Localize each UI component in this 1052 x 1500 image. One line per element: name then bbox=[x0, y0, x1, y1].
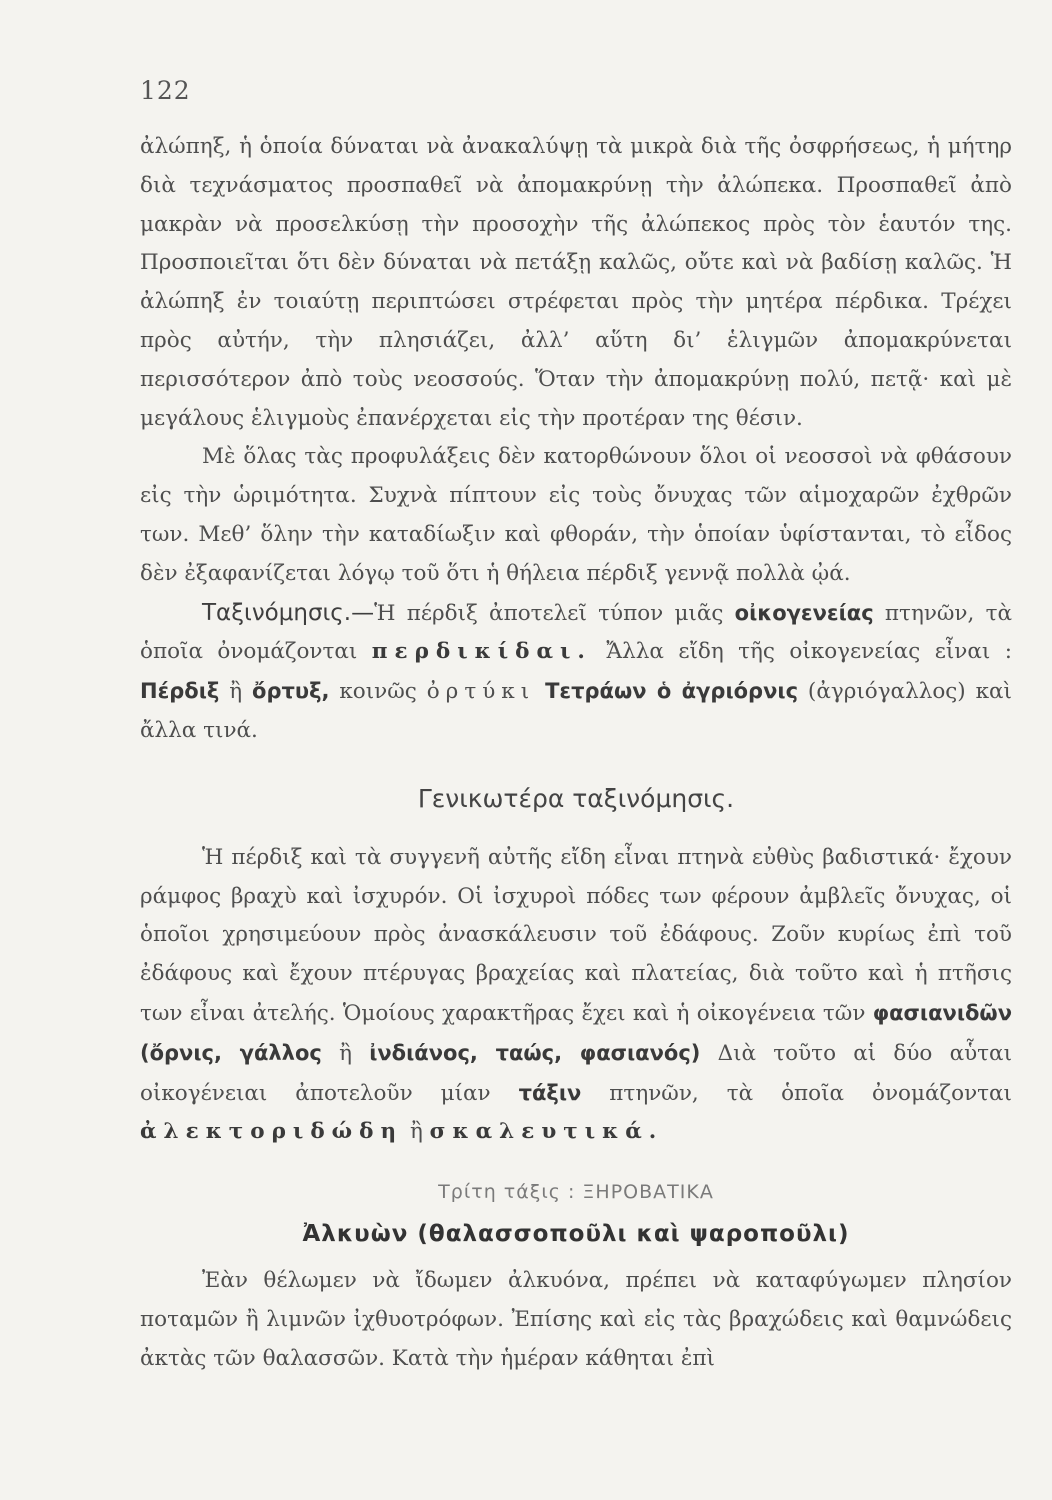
text-segment: Ἄλλα εἴδη τῆς οἰκογενείας εἶναι : bbox=[591, 639, 1012, 665]
page-number: 122 bbox=[140, 76, 191, 105]
term-ortyki: ὀρτύκι bbox=[426, 679, 536, 705]
text-segment: ἢ bbox=[219, 679, 253, 705]
text-segment: Ἡ πέρδιξ ἀποτελεῖ τύπον μιᾶς bbox=[374, 600, 735, 626]
text-segment: Διὰ τοῦτο αἱ δύο αὗται οἰκογένειαι ἀποτελοῦν μίαν bbox=[140, 1040, 1013, 1106]
paragraph-classification bbox=[140, 594, 1012, 751]
term-tetraon: Τετράων ὁ ἀγριόρνις bbox=[545, 679, 799, 704]
text-segment: πτηνῶν, τὰ ὁποῖα ὀνομάζονται bbox=[140, 600, 1012, 665]
body-text bbox=[140, 128, 1012, 1379]
text-segment: (ἀγριόγαλλος) καὶ ἄλλα τινά. bbox=[140, 679, 1012, 743]
text-segment bbox=[535, 679, 545, 704]
text-segment: πτηνῶν, τὰ ὁποῖα ὀνομάζονται bbox=[581, 1080, 1012, 1106]
text-segment: ἢ bbox=[321, 1040, 370, 1066]
paragraph-general-classification bbox=[140, 839, 1012, 1152]
term-perdix: Πέρδιξ bbox=[140, 679, 220, 704]
term-turkey-peacock-pheasant: ἰνδιάνος, ταώς, φασιανός) bbox=[369, 1040, 701, 1065]
chapter-title-kingfisher: Ἀλκυὼν (θαλασσοποῦλι καὶ ψαροποῦλι) bbox=[302, 1221, 850, 1248]
classification-heading: Ταξινόμησις.— bbox=[202, 599, 375, 626]
paragraph-fox-distraction: ἀλώπηξ, ἡ ὁποία δύναται νὰ ἀνακαλύψῃ τὰ μικρὰ διὰ τῆς ὀσφρήσεως, ἡ μήτηρ διὰ τεχνάσματος προσπαθεῖ νὰ ἀπομακρύνῃ τὴν ἀλώπεκα. Προσπαθεῖ ἀπὸ μακρὰν νὰ προσελκύσῃ τὴν προσοχὴν τῆς ἀλώπεκος πρὸς τὸν ἑαυτόν της. Προσποιεῖται ὅτι δὲν δύναται νὰ πετάξῃ καλῶς, οὔτε καὶ νὰ βαδίσῃ καλῶς. Ἡ ἀλώπηξ ἐν τοιαύτῃ περιπτώσει στρέφεται πρὸς τὴν μητέρα πέρδικα. Τρέχει πρὸς αὐτήν, τὴν πλησιάζει, ἀλλ’ αὕτη δι’ ἑλιγμῶν ἀπομακρύνεται περισσότερον ἀπὸ τοὺς νεοσσούς. Ὅταν τὴν ἀπομακρύνῃ πολύ, πετᾷ· καὶ μὲ μεγάλους ἑλιγμοὺς ἐπανέρχεται εἰς τὴν προτέραν της θέσιν. bbox=[140, 134, 1012, 431]
term-ortyx: ὄρτυξ, bbox=[252, 679, 330, 704]
section-title-general-classification: Γενικωτέρα ταξινόμησις. bbox=[417, 783, 735, 813]
paragraph-chick-survival: Μὲ ὅλας τὰς προφυλάξεις δὲν κατορθώνουν ὅλοι οἱ νεοσσοὶ νὰ φθάσουν εἰς τὴν ὡριμότητα. Συχνὰ πίπτουν εἰς τοὺς ὄνυχας τῶν αἱμοχαρῶν ἐχθρῶν των. Μεθ’ ὅλην τὴν καταδίωξιν καὶ φθοράν, τὴν ὁποίαν ὑφίστανται, τὸ εἶδος δὲν ἐξαφανίζεται λόγῳ τοῦ ὅτι ἡ θήλεια πέρδιξ γεννᾷ πολλὰ ᾠά. bbox=[140, 444, 1012, 586]
term-order: τάξιν bbox=[518, 1080, 582, 1105]
paragraph-kingfisher: Ἐὰν θέλωμεν νὰ ἴδωμεν ἀλκυόνα, πρέπει νὰ καταφύγωμεν πλησίον ποταμῶν ἢ λιμνῶν ἰχθυοτρόφων. Ἐπίσης καὶ εἰς τὰς βραχώδεις καὶ θαμνώδεις ἀκτὰς τῶν θαλασσῶν. Κατὰ τὴν ἡμέραν κάθηται ἐπὶ bbox=[140, 1268, 1012, 1371]
text-segment: Ἡ πέρδιξ καὶ τὰ συγγενῆ αὐτῆς εἴδη εἶναι πτηνὰ εὐθὺς βαδιστικά· ἔχουν ράμφος βραχὺ καὶ ἰσχυρόν. Οἱ ἰσχυροὶ πόδες των φέρουν ἀμβλεῖς ὄνυχας, οἱ ὁποῖοι χρησιμεύουν πρὸς ἀνασκάλευσιν τοῦ ἐδάφους. Ζοῦν κυρίως ἐπὶ τοῦ ἐδάφους καὶ ἔχουν πτέρυγας βραχείας καὶ πλατείας, διὰ τοῦτο καὶ ἡ πτῆσις των εἶναι ἀτελής. Ὁμοίους χαρακτῆρας ἔχει καὶ ἡ οἰκογένεια τῶν bbox=[140, 844, 1012, 1026]
text-segment: κοινῶς bbox=[329, 679, 427, 705]
term-skaleutika: σκαλευτικά. bbox=[429, 1119, 664, 1145]
section-title-third-order: Τρίτη τάξις : ΞΗΡΟΒΑΤΙΚΑ bbox=[438, 1181, 714, 1204]
term-family: οἰκογενείας bbox=[734, 600, 874, 625]
text-segment: ἢ bbox=[403, 1119, 430, 1145]
term-phasianidai: φασιανιδῶν (ὄρνις, γάλλος bbox=[140, 1000, 1012, 1065]
term-perdikidai: περδικίδαι. bbox=[371, 639, 592, 665]
term-alektoridode: ἀλεκτοριδώδη bbox=[140, 1119, 404, 1145]
